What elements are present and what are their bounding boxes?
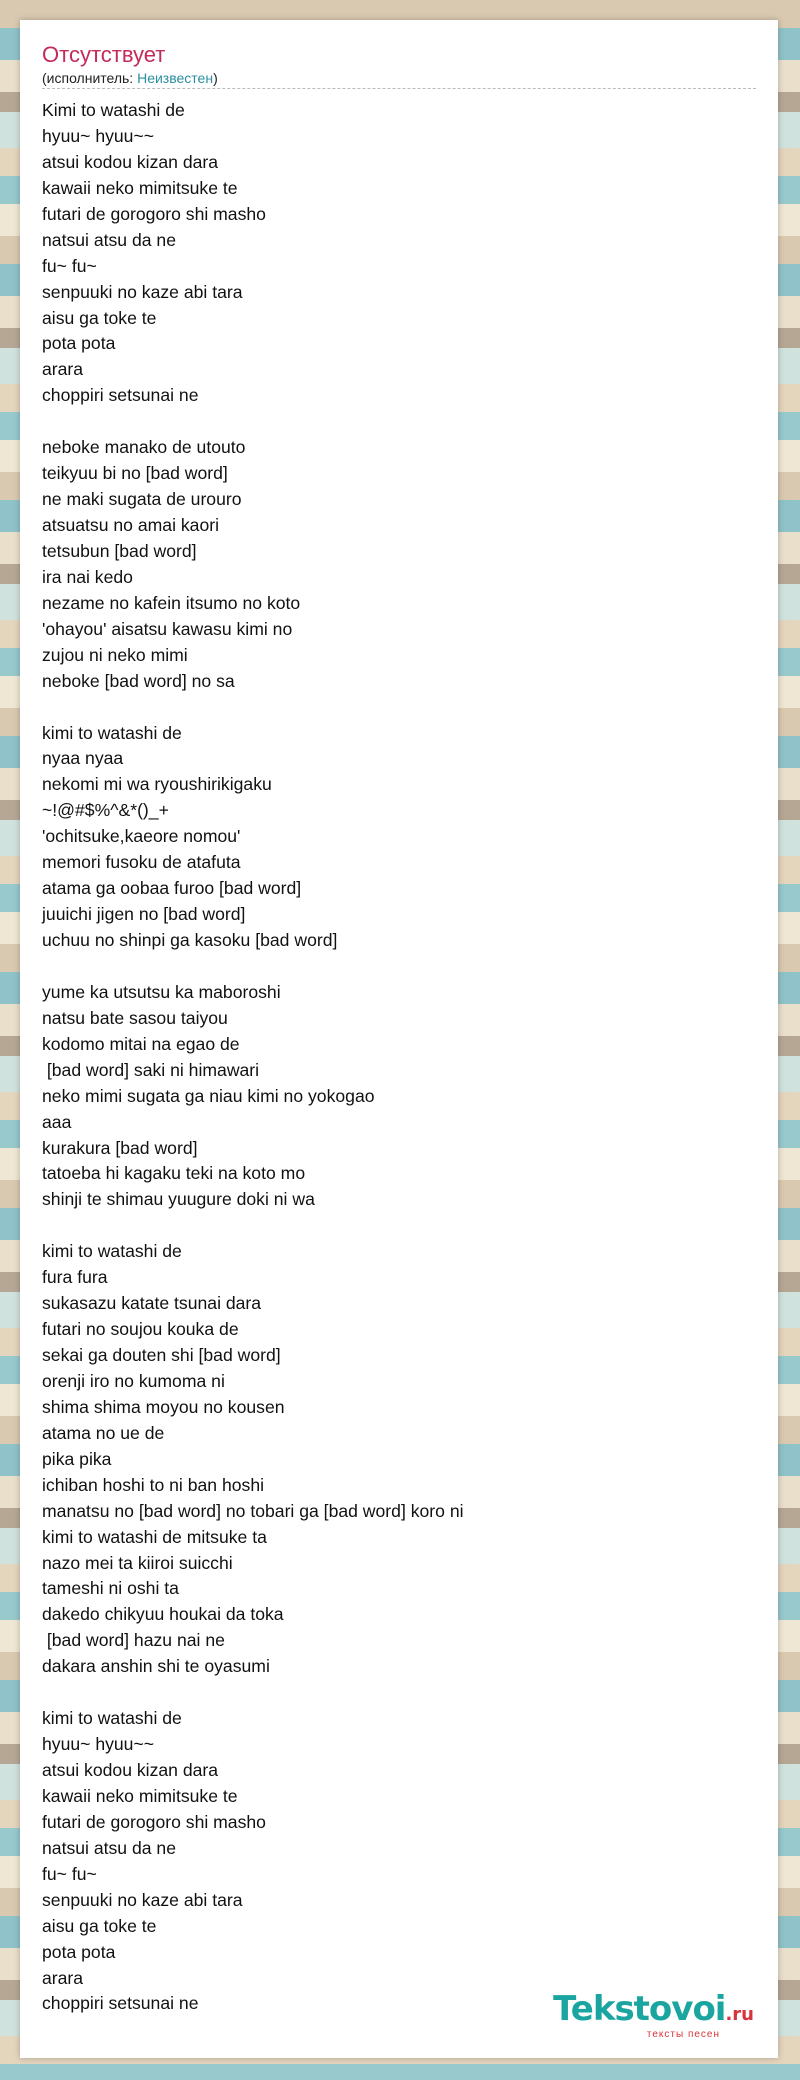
lyric-line: senpuuki no kaze abi tara — [42, 1889, 243, 1910]
title-divider — [42, 88, 756, 89]
artist-suffix: ) — [213, 70, 218, 86]
lyric-line: 'ochitsuke,kaeore nomou' — [42, 826, 241, 847]
lyric-line: fu~ fu~ — [42, 255, 97, 276]
lyric-line: kimi to watashi de — [42, 1241, 182, 1262]
lyric-line: [bad word] saki ni himawari — [42, 1059, 260, 1080]
lyric-line: neko mimi sugata ga niau kimi no yokogao — [42, 1085, 375, 1106]
site-logo[interactable] — [553, 1991, 754, 2040]
lyric-line: Kimi to watashi de — [42, 100, 185, 120]
lyric-line: nazo mei ta kiiroi suicchi — [42, 1552, 233, 1573]
lyric-line: kimi to watashi de mitsuke ta — [42, 1526, 267, 1547]
lyric-line: tetsubun [bad word] — [42, 540, 197, 561]
lyric-line — [42, 695, 756, 721]
lyric-line: kawaii neko mimitsuke te — [42, 1785, 238, 1806]
lyric-line: nezame no kafein itsumo no koto — [42, 592, 301, 613]
lyric-line: zujou ni neko mimi — [42, 644, 188, 665]
lyric-line: natsui atsu da ne — [42, 229, 177, 250]
lyric-line: ne maki sugata de urouro — [42, 489, 242, 510]
lyric-line: tatoeba hi kagaku teki na koto mo — [42, 1163, 306, 1184]
lyric-line: tameshi ni oshi ta — [42, 1578, 179, 1599]
artist-prefix: (исполнитель: — [42, 70, 138, 86]
lyric-line: hyuu~ hyuu~~ — [42, 125, 155, 146]
lyric-line: pika pika — [42, 1448, 112, 1469]
lyric-line: kimi to watashi de — [42, 722, 182, 743]
artist-link[interactable]: Неизвестен — [137, 70, 214, 86]
lyric-line: ichiban hoshi to ni ban hoshi — [42, 1474, 265, 1495]
lyric-line: memori fusoku de atafuta — [42, 852, 241, 873]
lyric-line — [42, 409, 756, 435]
lyric-line: futari de gorogoro shi masho — [42, 203, 266, 224]
lyric-line: kodomo mitai na egao de — [42, 1033, 240, 1054]
lyric-line: sekai ga douten shi [bad word] — [42, 1345, 281, 1365]
lyric-line: shinji te shimau yuugure doki ni wa — [42, 1189, 315, 1210]
lyric-line: uchuu no shinpi ga kasoku [bad word] — [42, 930, 338, 950]
lyric-line: pota pota — [42, 333, 116, 354]
lyric-line: atsui kodou kizan dara — [42, 1760, 219, 1780]
lyric-line: choppiri setsunai ne — [42, 385, 199, 406]
lyric-line: nekomi mi wa ryoushirikigaku — [42, 774, 272, 795]
lyric-line: shima shima moyou no kousen — [42, 1396, 285, 1417]
lyric-line: pota pota — [42, 1941, 116, 1962]
lyric-line: arara — [42, 359, 84, 380]
lyric-line: kurakura [bad word] — [42, 1137, 198, 1158]
lyric-line: nyaa nyaa — [42, 748, 124, 769]
lyric-line: dakara anshin shi te oyasumi — [42, 1656, 270, 1677]
lyric-line: fu~ fu~ — [42, 1863, 97, 1884]
lyric-line: atama no ue de — [42, 1422, 165, 1443]
lyric-line: [bad word] hazu nai ne — [42, 1630, 225, 1651]
lyric-line: atsuatsu no amai kaori — [42, 515, 220, 535]
logo-wordmark — [553, 1991, 754, 2033]
lyrics-card — [20, 20, 778, 2058]
lyric-line: aaa — [42, 1111, 72, 1132]
lyric-line: natsui atsu da ne — [42, 1837, 177, 1858]
lyric-line — [42, 1213, 756, 1239]
lyrics-body — [42, 98, 756, 2017]
logo-main-text: Tekstovoi — [553, 1989, 726, 2029]
logo-tld: .ru — [725, 2004, 754, 2025]
lyric-line: futari no soujou kouka de — [42, 1319, 239, 1340]
lyric-line: atama ga oobaa furoo [bad word] — [42, 878, 302, 899]
lyric-line: ira nai kedo — [42, 566, 133, 587]
lyric-line: 'ohayou' aisatsu kawasu kimi no — [42, 618, 293, 639]
lyric-line: natsu bate sasou taiyou — [42, 1007, 228, 1028]
lyric-line: arara — [42, 1967, 84, 1988]
lyric-line: sukasazu katate tsunai dara — [42, 1293, 262, 1314]
lyric-line: ~!@#$%^&*()_+ — [42, 800, 169, 821]
lyric-line: hyuu~ hyuu~~ — [42, 1734, 155, 1755]
lyric-line: dakedo chikyuu houkai da toka — [42, 1604, 284, 1625]
lyric-line: futari de gorogoro shi masho — [42, 1811, 266, 1832]
lyric-line: teikyuu bi no [bad word] — [42, 463, 228, 484]
lyric-line — [42, 1680, 756, 1706]
lyric-line: manatsu no [bad word] no tobari ga [bad word] koro ni — [42, 1500, 464, 1521]
lyric-line: yume ka utsutsu ka maboroshi — [42, 981, 281, 1002]
lyric-line: neboke manako de utouto — [42, 437, 246, 458]
lyric-line: choppiri setsunai ne — [42, 1993, 199, 2014]
song-title: Отсутствует — [42, 42, 166, 67]
lyric-line: senpuuki no kaze abi tara — [42, 281, 243, 302]
lyric-line: atsui kodou kizan dara — [42, 151, 219, 172]
lyric-line: kimi to watashi de — [42, 1708, 182, 1729]
lyric-line: juuichi jigen no [bad word] — [42, 904, 246, 925]
lyric-line: aisu ga toke te — [42, 1915, 157, 1936]
lyric-line: aisu ga toke te — [42, 307, 157, 328]
lyric-line — [42, 954, 756, 980]
lyric-line: neboke [bad word] no sa — [42, 670, 235, 691]
logo-tagline: тексты песен — [646, 2029, 720, 2040]
lyric-line: fura fura — [42, 1267, 108, 1288]
artist-line — [42, 69, 756, 87]
lyric-line: orenji iro no kumoma ni — [42, 1370, 225, 1391]
lyric-line: kawaii neko mimitsuke te — [42, 177, 238, 198]
